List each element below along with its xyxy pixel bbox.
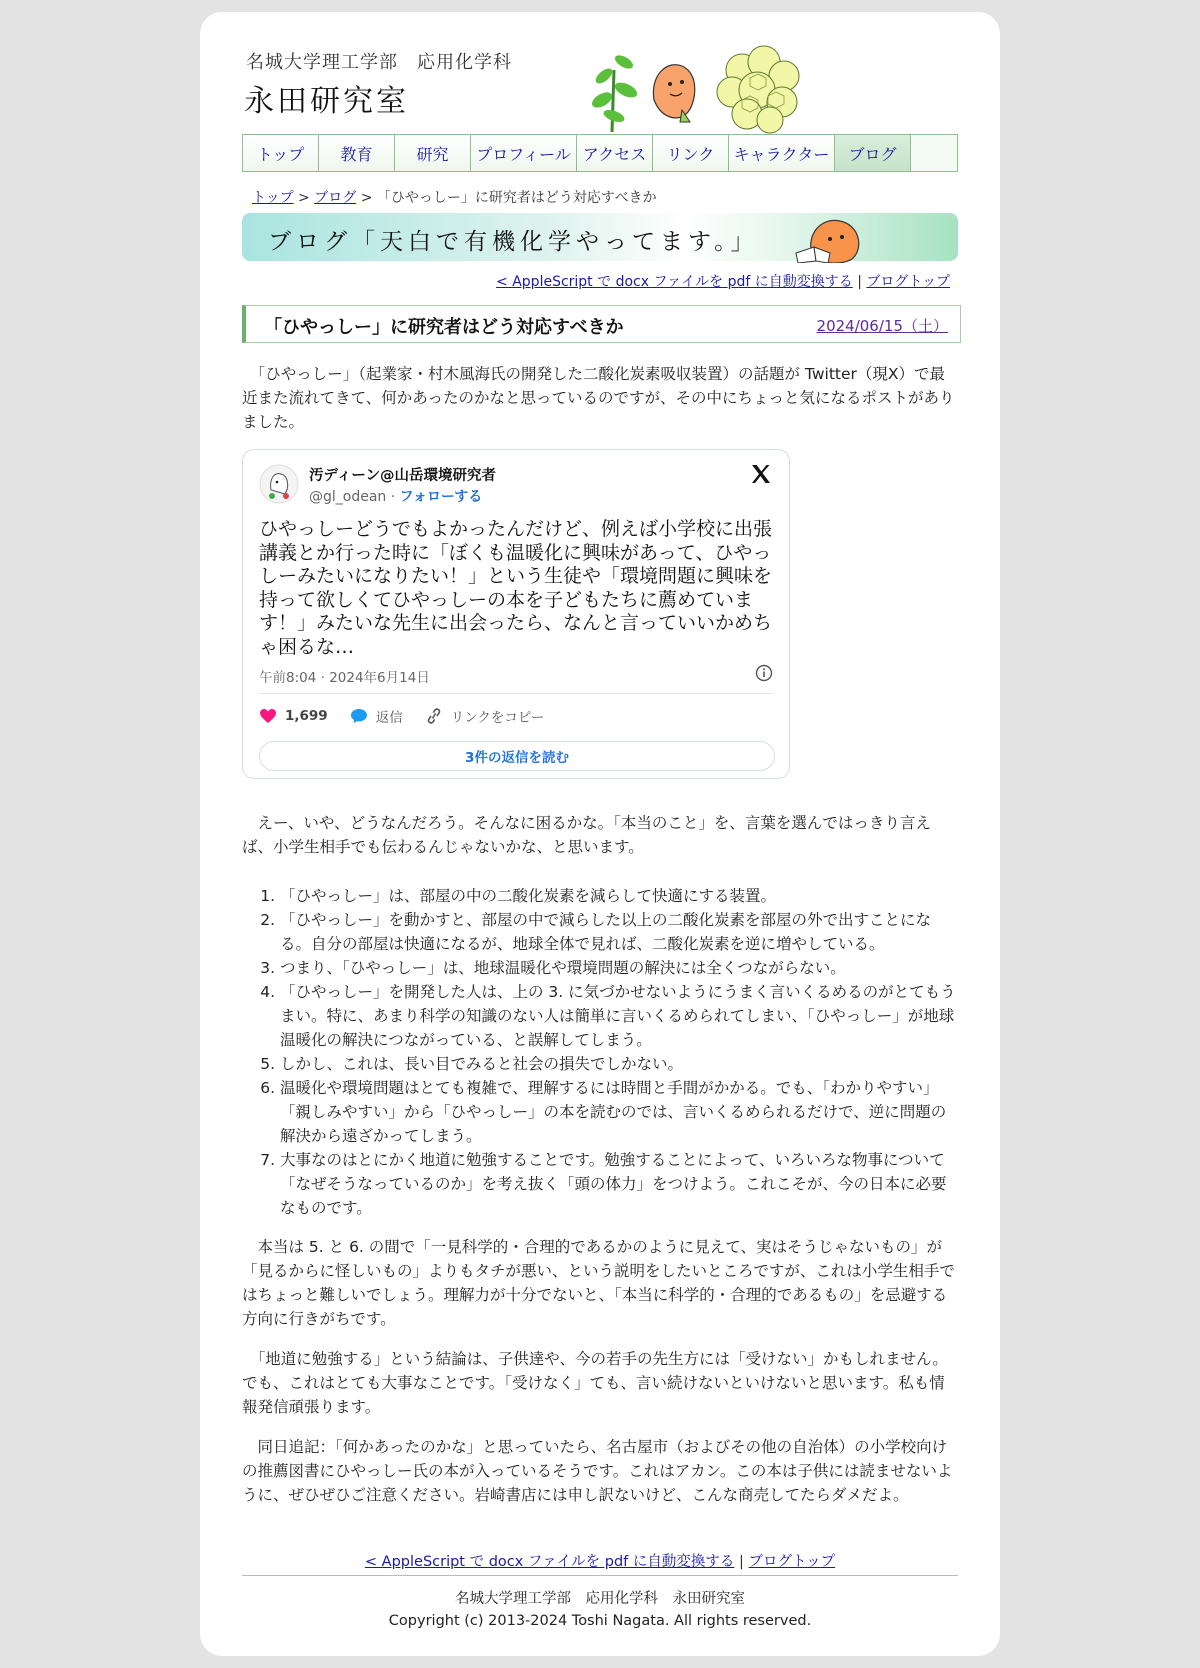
breadcrumb xyxy=(252,187,657,207)
addendum-paragraph: 同日追記：「何かあったのかな」と思っていたら、名古屋市（およびその他の自治体）の小学校向けの推薦図書にひやっしー氏の本が入っているそうです。これはアカン。この本は子供には読ませないように、ぜひぜひご注意ください。岩崎書店には申し訳ないけど、こんな商売してたらダメだよ。 xyxy=(242,1438,953,1504)
breadcrumb-separator: > xyxy=(360,190,373,206)
post-pager-top xyxy=(496,271,950,291)
link-icon xyxy=(425,708,443,724)
list-item: 7. 大事なのはとにかく地道に勉強することです。勉強することによって、いろいろな物事について「なぜそうなっているのか」を考え抜く「頭の体力」をつけよう。これこそが、今の日本に必要なものです。 xyxy=(280,1148,958,1220)
nav-item-education[interactable]: 教育 xyxy=(319,135,395,171)
prev-post-link[interactable]: < AppleScript で docx ファイルを pdf に自動変換する xyxy=(364,1554,735,1570)
like-count: 1,699 xyxy=(285,708,328,724)
x-logo-icon[interactable] xyxy=(749,462,773,486)
tweet-author-handle-row xyxy=(309,486,482,506)
heart-icon xyxy=(259,708,277,724)
prev-post-link[interactable]: < AppleScript で docx ファイルを pdf に自動変換する xyxy=(496,274,853,290)
blog-top-link[interactable]: ブログトップ xyxy=(748,1554,836,1570)
nav-item-links[interactable]: リンク xyxy=(653,135,729,171)
footer-divider xyxy=(242,1575,958,1576)
post-title-box xyxy=(242,305,961,343)
tweet-author-name[interactable]: 汚ディーン@山岳環境研究者 xyxy=(309,468,497,484)
info-icon[interactable] xyxy=(755,664,773,682)
breadcrumb-separator: > xyxy=(298,190,310,206)
blog-banner-title: ブログ「天白で有機化学やってます。」 xyxy=(268,229,759,255)
copy-link-label: リンクをコピー xyxy=(450,710,545,726)
department-name: 名城大学理工学部 応用化学科 xyxy=(246,52,512,73)
handle-dot: · xyxy=(390,489,396,505)
tweet-author-handle[interactable]: @gl_odean xyxy=(309,489,387,505)
list-item: 4. 「ひやっしー」を開発した人は、上の 3. に気づかせないようにうまく言いくるめるのがとてもうまい。特に、あまり科学の知識のない人は簡単に言いくるめられてしまい、「ひやっしー」が地球温暖化の解決につながっている、と誤解してしまう。 xyxy=(280,980,958,1052)
blog-banner xyxy=(242,213,958,261)
list-item: 3. つまり、「ひやっしー」は、地球温暖化や環境問題の解決には全くつながらない。 xyxy=(280,956,958,980)
lab-name: 永田研究室 xyxy=(244,84,409,119)
list-item: 5. しかし、これは、長い目でみると社会の損失でしかない。 xyxy=(280,1052,958,1076)
post-pager-bottom xyxy=(242,1550,958,1571)
breadcrumb-current: 「ひやっしー」に研究者はどう対応すべきか xyxy=(376,190,657,206)
tweet-divider xyxy=(259,693,773,694)
list-item: 1. 「ひやっしー」は、部屋の中の二酸化炭素を減らして快適にする装置。 xyxy=(280,884,958,908)
follow-button[interactable]: フォローする xyxy=(399,489,483,505)
blog-top-link[interactable]: ブログトップ xyxy=(866,274,950,290)
list-item: 2. 「ひやっしー」を動かすと、部屋の中で減らした以上の二酸化炭素を部屋の外で出すことになる。自分の部屋は快適になるが、地球全体で見れば、二酸化炭素を逆に増やしている。 xyxy=(280,908,958,956)
breadcrumb-home-link[interactable]: トップ xyxy=(252,190,294,206)
user-avatar-icon[interactable] xyxy=(259,464,299,504)
body-paragraph-3: 「地道に勉強する」という結論は、子供達や、今の若手の先生方には「受けない」かもしれません。でも、これはとても大事なことです。「受けなく」ても、言い続けないといけないと思います。私も情報発信頑張ります。 xyxy=(242,1350,948,1416)
reply-label: 返信 xyxy=(375,710,403,726)
nav-item-characters[interactable]: キャラクター xyxy=(729,135,835,171)
nav-item-research[interactable]: 研究 xyxy=(395,135,471,171)
mascot-illustration xyxy=(592,40,802,136)
read-replies-button[interactable]: 3件の返信を読む xyxy=(259,741,775,771)
intro-paragraph: 「ひやっしー」（起業家・村木風海氏の開発した二酸化炭素吸収装置）の話題が Twitter（現X）で最近また流れてきて、何かあったのかなと思っているのですが、その中にちょっと気になるポストがありました。 xyxy=(242,365,955,431)
nav-item-top[interactable]: トップ xyxy=(243,135,319,171)
nav-item-profile[interactable]: プロフィール xyxy=(471,135,577,171)
tweet-text: ひやっしーどうでもよかったんだけど、例えば小学校に出張講義とか行った時に「ぼくも温暖化に興味があって、ひやっしーみたいになりたい！」という生徒や「環境問題に興味を持って欲しくてひやっしーの本を子どもたちに薦めています！」みたいな先生に出会ったら、なんと言っていいかめちゃ困るな… xyxy=(259,518,773,658)
points-list xyxy=(242,884,958,1220)
footer-lab-name: 名城大学理工学部 応用化学科 永田研究室 xyxy=(455,1591,745,1607)
speech-bubble-icon xyxy=(350,708,368,724)
like-button[interactable] xyxy=(259,708,328,724)
body-paragraph-1: えー、いや、どうなんだろう。そんなに困るかな。「本当のこと」を、言葉を選んではっきり言えば、小学生相手でも伝わるんじゃないかな、と思います。 xyxy=(242,814,931,856)
main-nav xyxy=(242,134,958,172)
copy-link-button[interactable] xyxy=(425,706,545,726)
breadcrumb-blog-link[interactable]: ブログ xyxy=(314,190,357,206)
pager-separator: | xyxy=(739,1554,744,1570)
tweet-timestamp[interactable]: 午前8:04 · 2024年6月14日 xyxy=(259,670,430,686)
tweet-actions xyxy=(259,702,566,730)
embedded-tweet xyxy=(242,449,790,779)
nav-filler xyxy=(911,135,957,171)
nav-item-access[interactable]: アクセス xyxy=(577,135,653,171)
post-date-link[interactable]: 2024/06/15（土） xyxy=(816,317,948,335)
page-card xyxy=(200,12,1000,1656)
footer xyxy=(242,1588,958,1632)
footer-copyright: Copyright (c) 2013-2024 Toshi Nagata. All rights reserved. xyxy=(388,1613,812,1629)
post-title: 「ひやっしー」に研究者はどう対応すべきか xyxy=(264,317,624,338)
mascot-reading-icon xyxy=(790,215,870,263)
reply-button[interactable] xyxy=(350,706,403,726)
list-item: 6. 温暖化や環境問題はとても複雑で、理解するには時間と手間がかかる。でも、「わかりやすい」「親しみやすい」から「ひやっしー」の本を読むのでは、言いくるめられるだけで、逆に問題の解決から遠ざかってしまう。 xyxy=(280,1076,958,1148)
nav-item-blog[interactable]: ブログ xyxy=(835,135,911,171)
pager-separator: | xyxy=(857,274,862,290)
body-paragraph-2: 本当は 5. と 6. の間で「一見科学的・合理的であるかのように見えて、実はそうじゃないもの」が「見るからに怪しいもの」よりもタチが悪い、という説明をしたいところですが、これは小学生相手ではちょっと難しいでしょう。理解力が十分でないと、「本当に科学的・合理的であるもの」を忌避する方向に行きがちです。 xyxy=(242,1238,955,1328)
